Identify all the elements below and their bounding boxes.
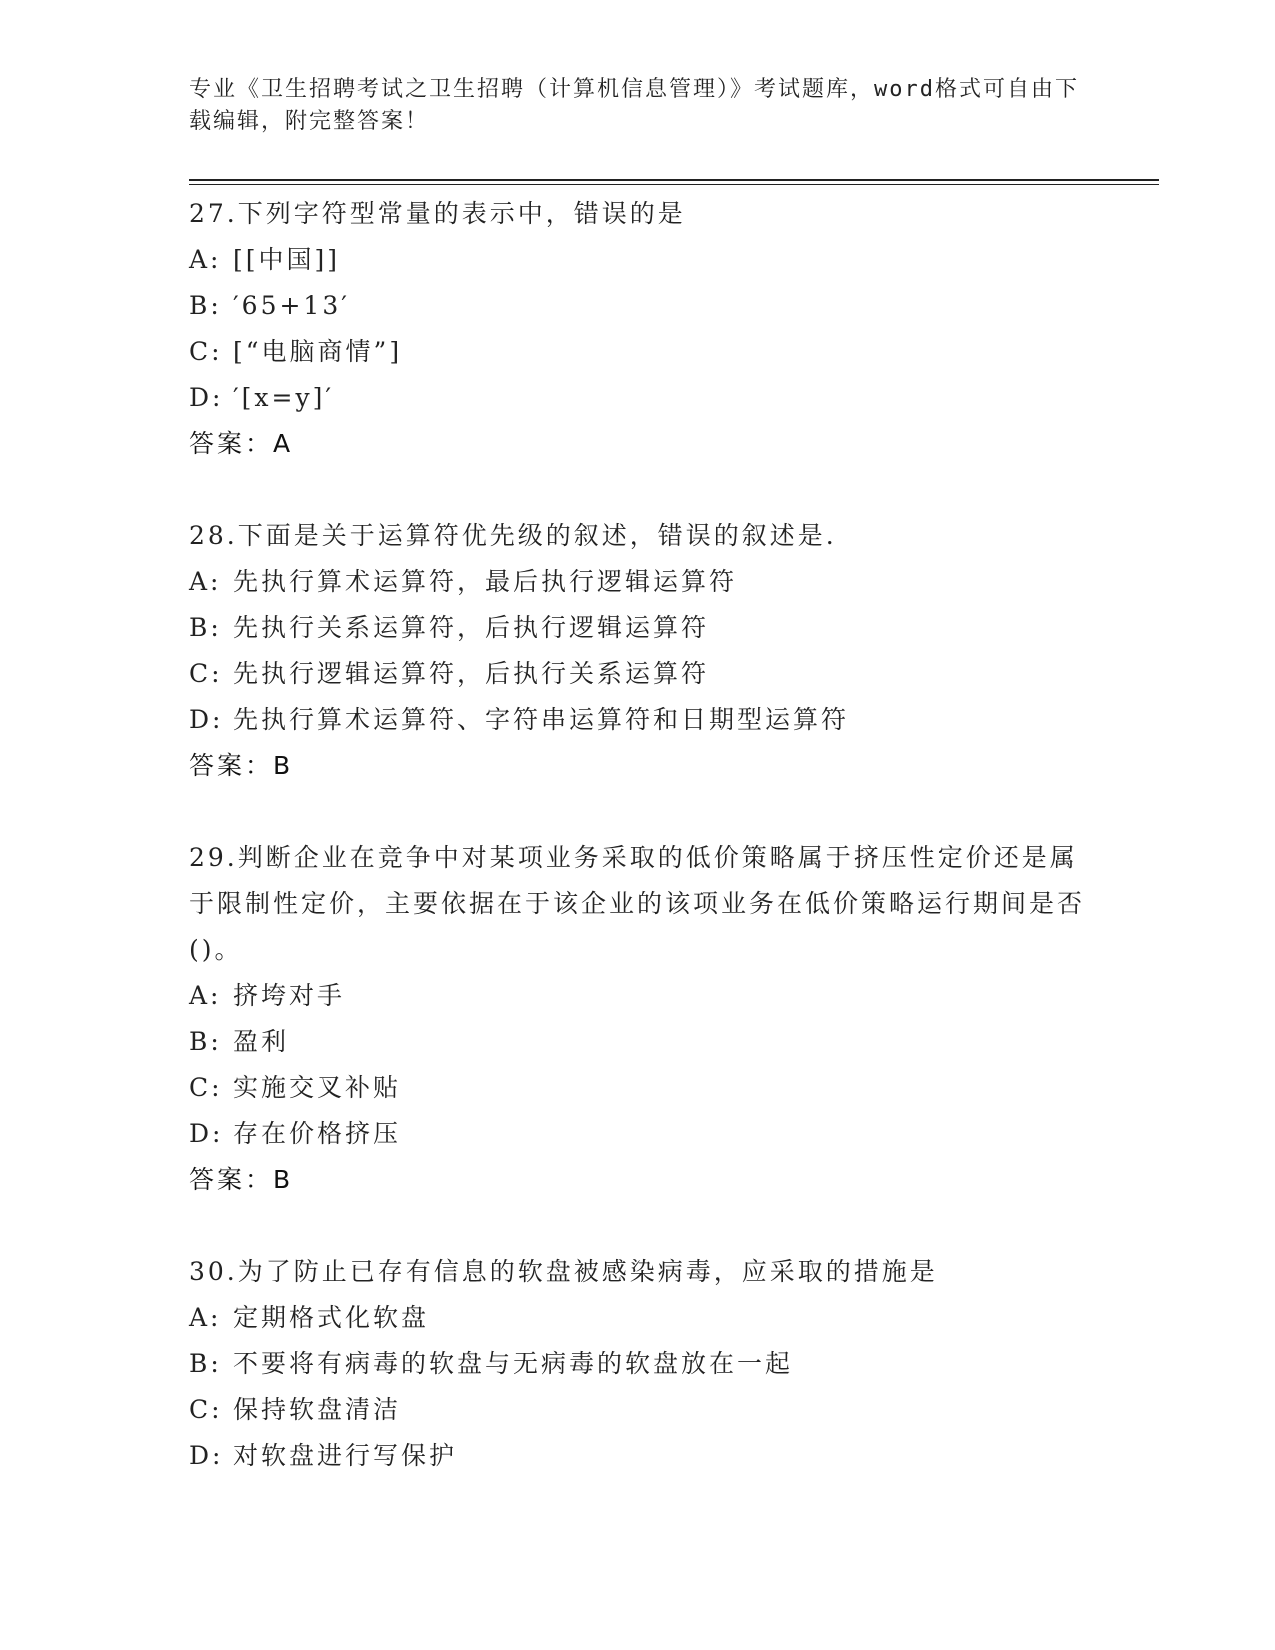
option-letter: D: [189,1119,224,1148]
option-text: [[中国]] [233,245,341,274]
answer-line: 答案：B [189,751,294,780]
option-letter: A: [189,245,222,274]
option-a [189,973,1089,1019]
option-letter: A: [189,981,222,1010]
question-text: 下面是关于运算符优先级的叙述，错误的叙述是. [237,521,837,550]
option-b [189,605,1089,651]
option-c [189,651,1089,697]
option-text: 对软盘进行写保护 [233,1441,458,1470]
question-stem [189,191,1089,237]
question-text: 为了防止已存有信息的软盘被感染病毒，应采取的措施是 [237,1257,938,1286]
option-letter: C: [189,1395,223,1424]
header-divider-thin [189,184,1159,185]
option-text: ′65+13′ [233,291,350,320]
option-d [189,697,1089,743]
question-text: 下列字符型常量的表示中，错误的是 [237,199,686,228]
option-text: 定期格式化软盘 [233,1303,430,1332]
question-number: 30. [189,1257,238,1286]
option-text: 先执行逻辑运算符，后执行关系运算符 [233,659,710,688]
option-letter: D: [189,1441,224,1470]
question-stem [189,513,1089,559]
option-letter: D: [189,383,224,412]
option-letter: C: [189,659,223,688]
option-d [189,1433,1089,1479]
option-letter: B: [189,291,222,320]
option-a [189,559,1089,605]
question-30 [189,1249,1089,1479]
option-d [189,375,1089,421]
option-text: 保持软盘清洁 [233,1395,402,1424]
question-text: 判断企业在竞争中对某项业务采取的低价策略属于挤压性定价还是属于限制性定价，主要依据在于该企业的该项业务在低价策略运行期间是否()。 [189,843,1086,964]
question-list [189,191,1089,1525]
option-a [189,237,1089,283]
option-text: [“电脑商情”] [233,337,403,366]
question-28 [189,513,1089,789]
option-d [189,1111,1089,1157]
question-number: 29. [189,843,238,872]
option-c [189,1065,1089,1111]
question-27 [189,191,1089,467]
question-29 [189,835,1089,1203]
option-text: 挤垮对手 [233,981,346,1010]
option-text: 先执行算术运算符、字符串运算符和日期型运算符 [233,705,850,734]
option-letter: D: [189,705,224,734]
option-letter: C: [189,1073,223,1102]
document-intro: 专业《卫生招聘考试之卫生招聘（计算机信息管理）》考试题库，word格式可自由下载编辑，附完整答案！ [189,77,1079,134]
question-stem [189,835,1089,973]
option-a [189,1295,1089,1341]
option-text: 先执行算术运算符，最后执行逻辑运算符 [233,567,738,596]
option-text: ′[x=y]′ [233,383,335,412]
option-letter: B: [189,1027,222,1056]
option-text: 实施交叉补贴 [233,1073,402,1102]
option-text: 先执行关系运算符，后执行逻辑运算符 [233,613,710,642]
option-b [189,1341,1089,1387]
header-divider-thick [189,179,1159,181]
question-stem [189,1249,1089,1295]
option-c [189,329,1089,375]
option-c [189,1387,1089,1433]
option-b [189,283,1089,329]
option-b [189,1019,1089,1065]
option-text: 盈利 [233,1027,290,1056]
question-number: 27. [189,199,238,228]
answer-line: 答案：B [189,1165,294,1194]
option-letter: A: [189,1303,222,1332]
option-letter: C: [189,337,223,366]
option-letter: A: [189,567,222,596]
answer-line: 答案：A [189,429,294,458]
option-letter: B: [189,613,222,642]
option-letter: B: [189,1349,222,1378]
option-text: 不要将有病毒的软盘与无病毒的软盘放在一起 [233,1349,794,1378]
option-text: 存在价格挤压 [233,1119,402,1148]
question-number: 28. [189,521,238,550]
